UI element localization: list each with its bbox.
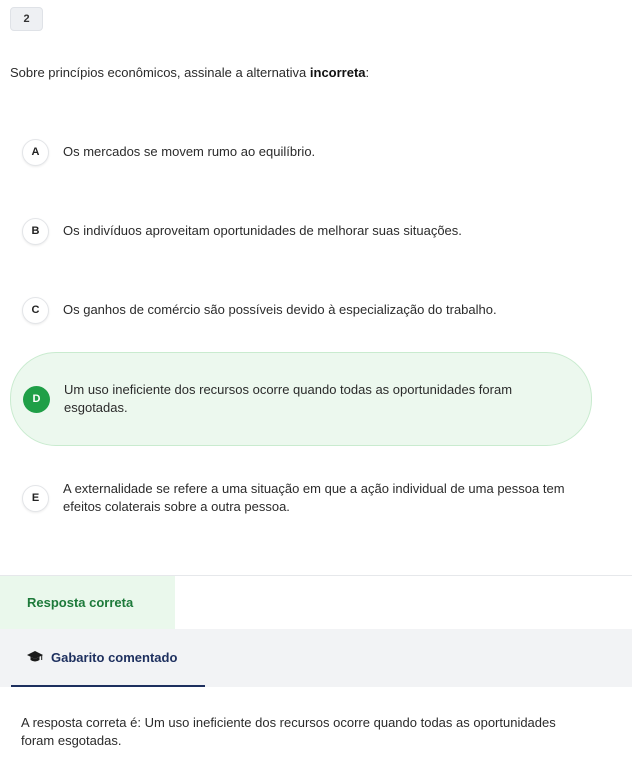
question-number-badge: 2 (10, 7, 43, 31)
prompt-suffix: : (365, 65, 370, 80)
answer-explanation: A resposta correta é: Um uso ineficiente dos recursos ocorre quando todas as oportunidades foram esgotadas. (21, 715, 556, 748)
option-text: Os ganhos de comércio são possíveis devido à especialização do trabalho. (63, 302, 497, 317)
option-letter: E (22, 485, 49, 512)
option-b[interactable] (10, 215, 592, 247)
tab-gabarito-comentado[interactable] (11, 629, 205, 687)
question-prompt (10, 64, 610, 82)
option-text: A externalidade se refere a uma situação em que a ação individual de uma pessoa tem efeitos colaterais sobre a outra pessoa. (63, 481, 565, 514)
option-letter: D (23, 386, 50, 413)
option-e[interactable] (10, 480, 592, 516)
option-text: Os mercados se movem rumo ao equilíbrio. (63, 144, 316, 159)
prompt-text: Sobre princípios econômicos, assinale a alternativa (10, 65, 310, 80)
prompt-emphasis: incorreta (309, 65, 366, 80)
option-text: Um uso ineficiente dos recursos ocorre quando todas as oportunidades foram esgotadas. (64, 382, 513, 415)
option-letter: B (22, 218, 49, 245)
graduation-cap-icon (27, 651, 43, 663)
gabarito-tab-label: Gabarito comentado (51, 649, 178, 665)
option-a[interactable] (10, 136, 592, 168)
tab-resposta-correta[interactable]: Resposta correta (0, 576, 175, 629)
option-text: Os indivíduos aproveitam oportunidades de melhorar suas situações. (63, 223, 462, 238)
option-letter: C (22, 297, 49, 324)
option-letter: A (22, 139, 49, 166)
option-c[interactable] (10, 294, 592, 326)
option-d[interactable] (10, 352, 592, 446)
